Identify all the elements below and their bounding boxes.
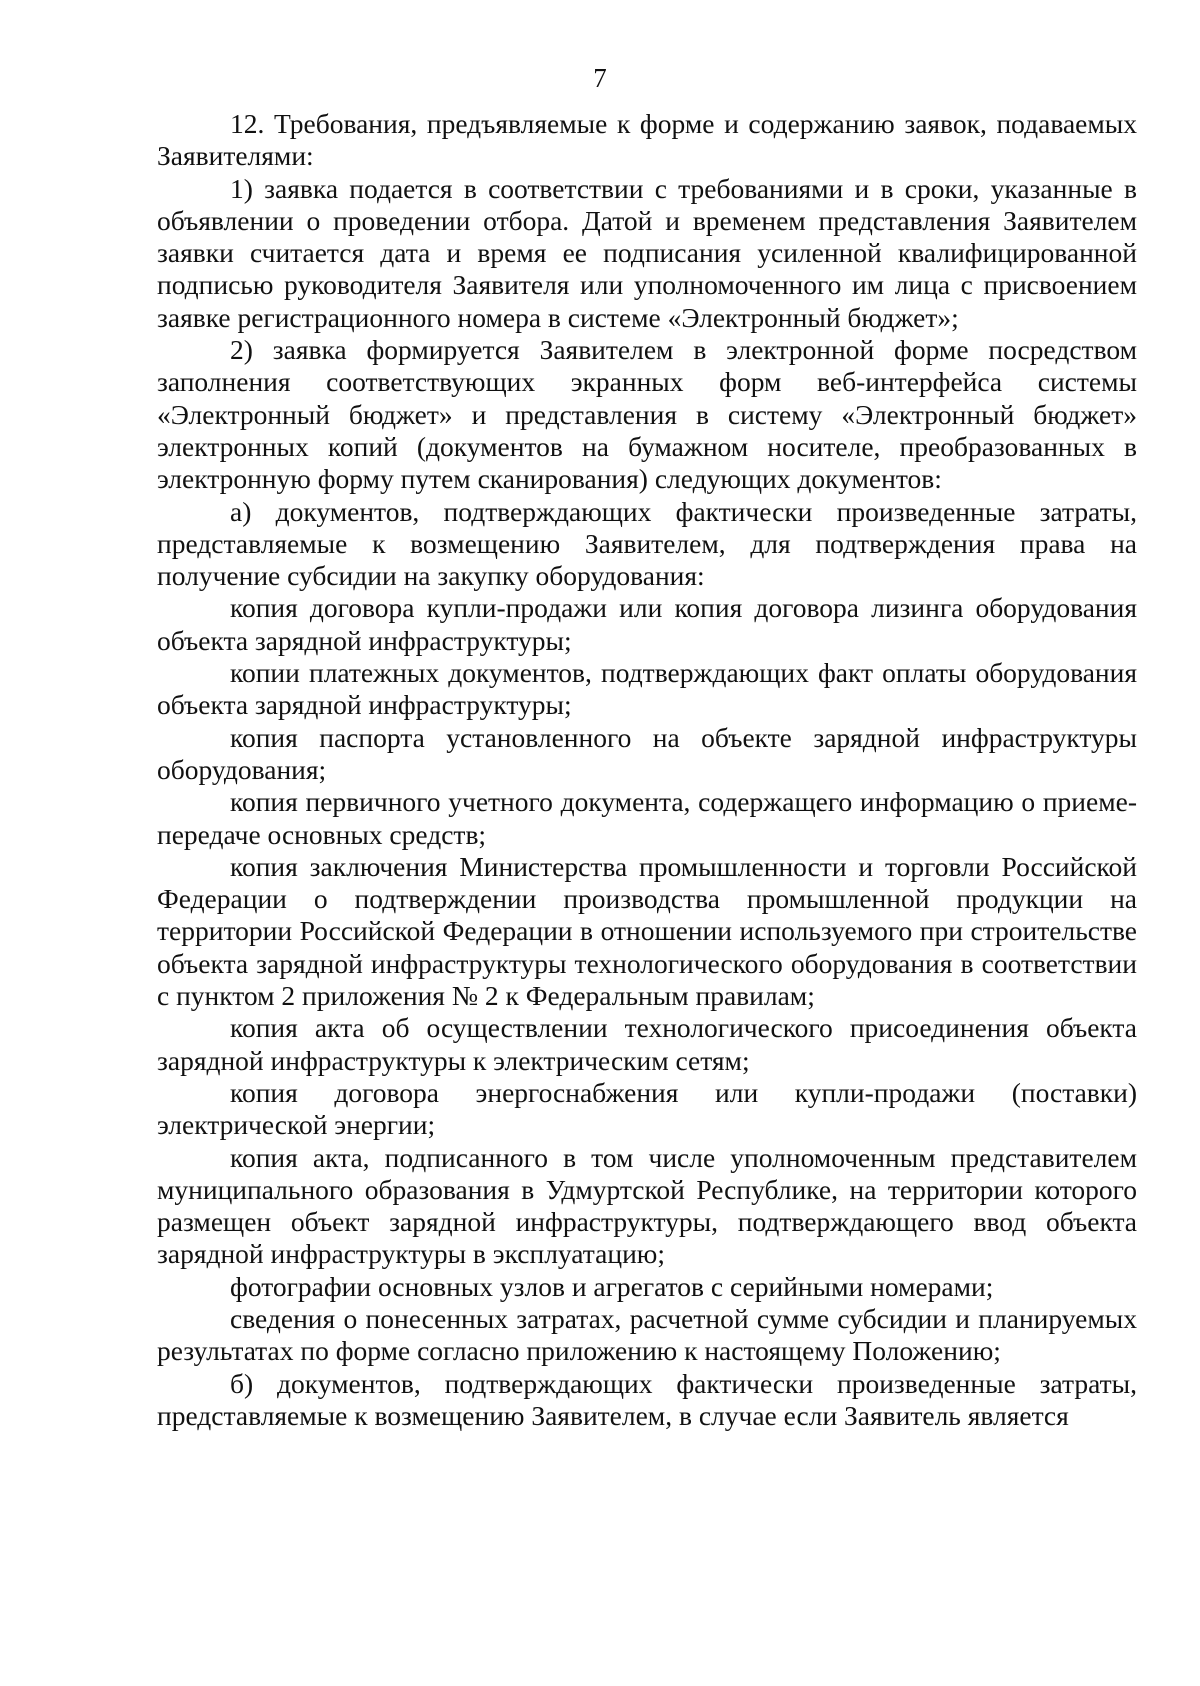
paragraph-requirements-heading: 12. Требования, предъявляемые к форме и содержанию заявок, подаваемых Заявителями: xyxy=(157,108,1137,172)
paragraph-photos: фотографии основных узлов и агрегатов с серийными номерами; xyxy=(230,1270,994,1302)
paragraph-primary-document: копия первичного учетного документа, содержащего информацию о приеме-передаче основных средств; xyxy=(157,786,1137,850)
paragraph-commissioning-act: копия акта, подписанного в том числе уполномоченным представителем муниципального образования в Удмуртской Республике, на территории которого размещен объект зарядной инфраструктуры, подтверждающего ввод объекта зарядной инфраструктуры в эксплуатацию; xyxy=(157,1141,1137,1270)
page-number: 7 xyxy=(593,63,607,93)
paragraph-subitem-a: а) документов, подтверждающих фактически произведенные затраты, представляемые к возмещению Заявителем, для подтверждения права на получение субсидии на закупку оборудования: xyxy=(157,495,1137,592)
paragraph-purchase-contract: копия договора купли-продажи или копия договора лизинга оборудования объекта зарядной инфраструктуры; xyxy=(157,592,1137,656)
paragraph-cost-information: сведения о понесенных затратах, расчетной сумме субсидии и планируемых результатах по форме согласно приложению к настоящему Положению; xyxy=(157,1302,1137,1367)
paragraph-payment-documents: копии платежных документов, подтверждающих факт оплаты оборудования объекта зарядной инфраструктуры; xyxy=(157,657,1137,721)
paragraph-ministry-conclusion: копия заключения Министерства промышленности и торговли Российской Федерации о подтверждении производства промышленной продукции на территории Российской Федерации в отношении используемого при строительстве объекта зарядной инфраструктуры технологического оборудования в соответствии с пунктом 2 приложения № 2 к Федеральным правилам; xyxy=(157,850,1137,1012)
paragraph-equipment-passport: копия паспорта установленного на объекте зарядной инфраструктуры оборудования; xyxy=(157,721,1137,785)
paragraph-item-2: 2) заявка формируется Заявителем в электронной форме посредством заполнения соответствующих экранных форм веб-интерфейса системы «Электронный бюджет» и представления в систему «Электронный бюджет» электронных копий (документов на бумажном носителе, преобразованных в электронную форму путем сканирования) следующих документов: xyxy=(157,334,1137,495)
paragraph-item-1: 1) заявка подается в соответствии с требованиями и в сроки, указанные в объявлении о проведении отбора. Датой и временем представления Заявителем заявки считается дата и время ее подписания усиленной квалифицированной подписью руководителя Заявителя или уполномоченного им лица с присвоением заявке регистрационного номера в системе «Электронный бюджет»; xyxy=(157,172,1137,333)
document-body xyxy=(157,108,1137,1432)
paragraph-energy-contract: копия договора энергоснабжения или купли-продажи (поставки) электрической энергии; xyxy=(157,1076,1137,1141)
paragraph-subitem-b: б) документов, подтверждающих фактически произведенные затраты, представляемые к возмещению Заявителем, в случае если Заявитель является xyxy=(157,1367,1137,1431)
paragraph-grid-connection-act: копия акта об осуществлении технологического присоединения объекта зарядной инфраструктуры к электрическим сетям; xyxy=(157,1012,1137,1076)
